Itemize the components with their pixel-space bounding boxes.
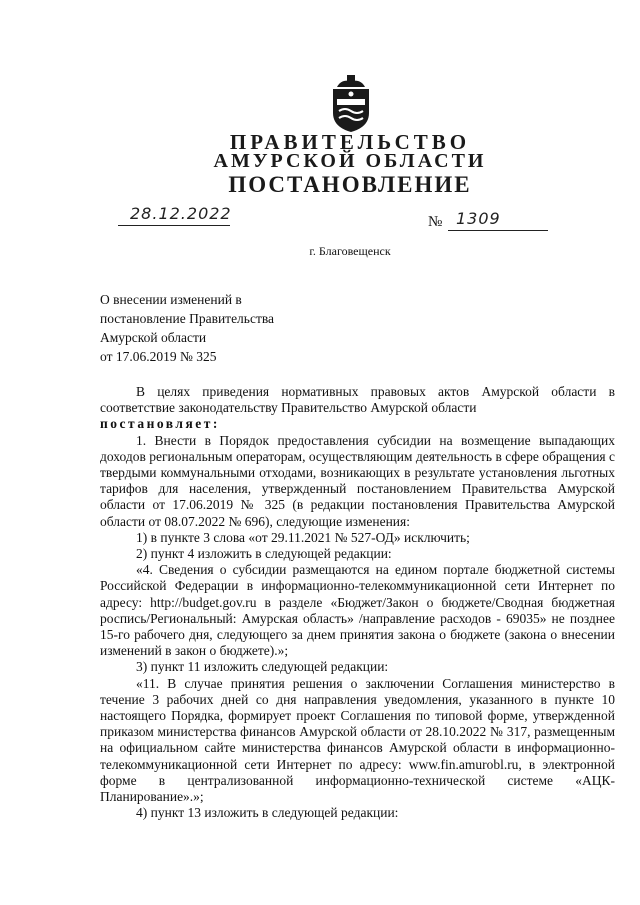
date-underline	[118, 225, 230, 226]
org-name-line2: АМУРСКОЙ ОБЛАСТИ	[213, 150, 487, 172]
subject-line: О внесении изменений в	[100, 292, 242, 307]
subitem-3-text: «11. В случае принятия решения о заключении Соглашения министерство в течение 3 рабочих дней со дня направления уведомления, указанного в пункте 10 настоящего Порядка, формирует проект Соглашения по типовой форме, утвержденной приказом министерства финансов Амурской области от 28.10.2022 № 317, размещенным на официальном сайте министерства финансов Амурской области в информационно-телекоммуникационной сети Интернет по адресу: www.fin.amurobl.ru, в электронной форме в централизованной информационно-технической системе «АЦК-Планирование».»;	[100, 675, 615, 805]
subject-line: Амурской области	[100, 330, 207, 345]
subject-line: постановление Правительства	[100, 311, 275, 326]
document-body	[100, 384, 615, 821]
city: г. Благовещенск	[309, 244, 391, 258]
coat-of-arms-icon	[327, 75, 375, 133]
subitem-2-paragraph: 2) пункт 4 изложить в следующей редакции:	[136, 546, 392, 562]
org-name-line1: ПРАВИТЕЛЬСТВО	[229, 130, 471, 154]
subitem-4-paragraph: 4) пункт 13 изложить в следующей редакции:	[136, 805, 399, 821]
document-number: 1309	[456, 209, 501, 228]
decree-word: постановляет:	[100, 416, 220, 432]
document-type: ПОСТАНОВЛЕНИЕ	[228, 172, 472, 197]
number-sign: №	[428, 214, 443, 230]
subject-line: от 17.06.2019 № 325	[100, 349, 217, 364]
subitem-3-paragraph: 3) пункт 11 изложить следующей редакции:	[136, 659, 389, 675]
preamble-paragraph: В целях приведения нормативных правовых актов Амурской области в соответствие законодательству Правительство Амурской области	[100, 384, 615, 416]
subitem-2-text: «4. Сведения о субсидии размещаются на едином портале бюджетной системы Российской Федерации в информационно-телекоммуникационной сети Интернет по адресу: http://budget.gov.ru в разделе «Бюджет/Закон о бюджете/Сводная бюджетная роспись/Региональный: Амурская область» /направление расходов - 69035» не позднее 15-го рабочего дня, следующего за днем принятия закона о бюджете (закона о внесении изменений в закон о бюджете).»;	[100, 562, 615, 659]
document-date: 28.12.2022	[130, 204, 232, 223]
subitem-1-paragraph: 1) в пункте 3 слова «от 29.11.2021 № 527-ОД» исключить;	[136, 529, 470, 545]
item-1-paragraph: 1. Внести в Порядок предоставления субсидии на возмещение выпадающих доходов региональным операторам, осуществляющим деятельность в сфере обращения с твердыми коммунальными отходами, возникающих в результате установления льготных тарифов для населения, утвержденный постановлением Правительства Амурской области от 17.06.2019 № 325 (в редакции постановления Правительства Амурской области от 08.07.2022 № 696), следующие изменения:	[100, 432, 615, 529]
document-subject	[100, 290, 274, 366]
number-underline	[448, 230, 548, 231]
